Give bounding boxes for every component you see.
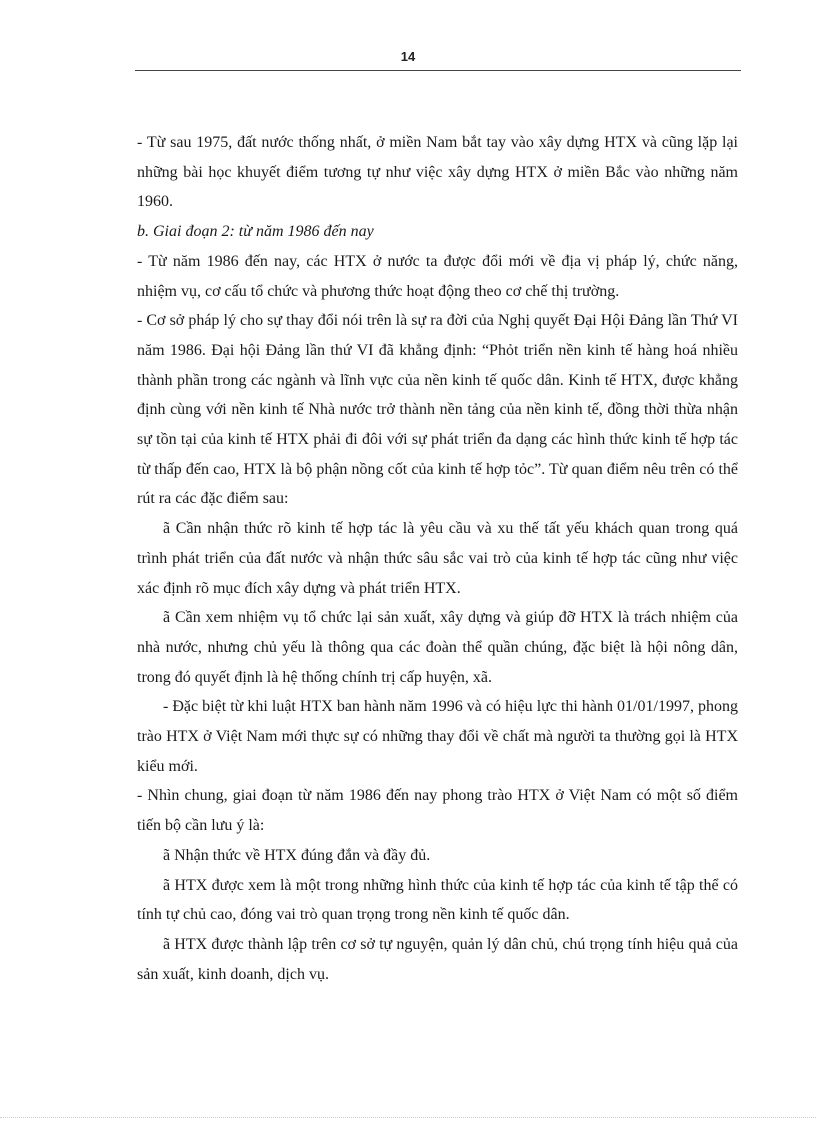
bullet-correct-awareness: ã Nhận thức về HTX đúng đắn và đầy đủ. — [163, 846, 431, 864]
paragraph-legal-basis: - Cơ sở pháp lý cho sự thay đổi nói trên là sự ra đời của Nghị quyết Đại Hội Đảng lần Thứ VI năm 1986. Đại hội Đảng lần thứ VI đã khẳng định: “Phỏt triển nền kinh tế hàng hoá nhiều thành phần trong các ngành và lĩnh vực của nền kinh tế quốc dân. Kinh tế HTX, được khẳng định cùng với nền kinh tế Nhà nước trở thành nền tảng của nền kinh tế, đồng thời thừa nhận sự tồn tại của kinh tế HTX phải đi đôi với sự phát triển đa dạng các hình thức kinh tế hợp tác từ thấp đến cao, HTX là bộ phận nồng cốt của kinh tế hợp tỏc”. Từ quan điểm nêu trên có thể rút ra các đặc điểm sau: — [137, 312, 738, 508]
paragraph-renovation: - Từ năm 1986 đến nay, các HTX ở nước ta được đổi mới về địa vị pháp lý, chức năng, nhiệm vụ, cơ cấu tổ chức và phương thức hoạt động theo cơ chế thị trường. — [137, 252, 738, 300]
section-heading-stage-2: b. Giai đoạn 2: từ năm 1986 đến nay — [137, 223, 374, 241]
bullet-voluntary-basis: ã HTX được thành lập trên cơ sở tự nguyện, quản lý dân chủ, chú trọng tính hiệu quả của sản xuất, kinh doanh, dịch vụ. — [137, 935, 738, 983]
bullet-economic-form: ã HTX được xem là một trong những hình thức của kinh tế hợp tác của kinh tế tập thể có tính tự chủ cao, đóng vai trò quan trọng trong nền kinh tế quốc dân. — [137, 876, 738, 924]
page-number: 14 — [400, 49, 416, 64]
footer-rule — [0, 1117, 816, 1118]
body-text — [137, 128, 738, 989]
paragraph-post-1975: - Từ sau 1975, đất nước thống nhất, ở miền Nam bắt tay vào xây dựng HTX và cũng lặp lại những bài học khuyết điểm tương tự như việc xây dựng HTX ở miền Bắc vào những năm 1960. — [137, 134, 738, 211]
header-rule — [135, 70, 741, 71]
paragraph-cooperative-law: - Đặc biệt từ khi luật HTX ban hành năm 1996 và có hiệu lực thi hành 01/01/1997, phong trào HTX ở Việt Nam mới thực sự có những thay đổi về chất mà người ta thường gọi là HTX kiểu mới. — [137, 698, 738, 775]
bullet-state-responsibility: ã Cần xem nhiệm vụ tổ chức lại sản xuất, xây dựng và giúp đỡ HTX là trách nhiệm của nhà nước, nhưng chủ yếu là thông qua các đoàn thể quần chúng, đặc biệt là hội nông dân, trong đó quyết định là hệ thống chính trị cấp huyện, xã. — [137, 609, 738, 686]
bullet-awareness: ã Cần nhận thức rõ kinh tế hợp tác là yêu cầu và xu thế tất yếu khách quan trong quá trình phát triển của đất nước và nhận thức sâu sắc vai trò của kinh tế hợp tác cũng như việc xác định rõ mục đích xây dựng và phát triển HTX. — [137, 520, 738, 597]
paragraph-overview: - Nhìn chung, giai đoạn từ năm 1986 đến nay phong trào HTX ở Việt Nam có một số điểm tiến bộ cần lưu ý là: — [137, 787, 738, 835]
